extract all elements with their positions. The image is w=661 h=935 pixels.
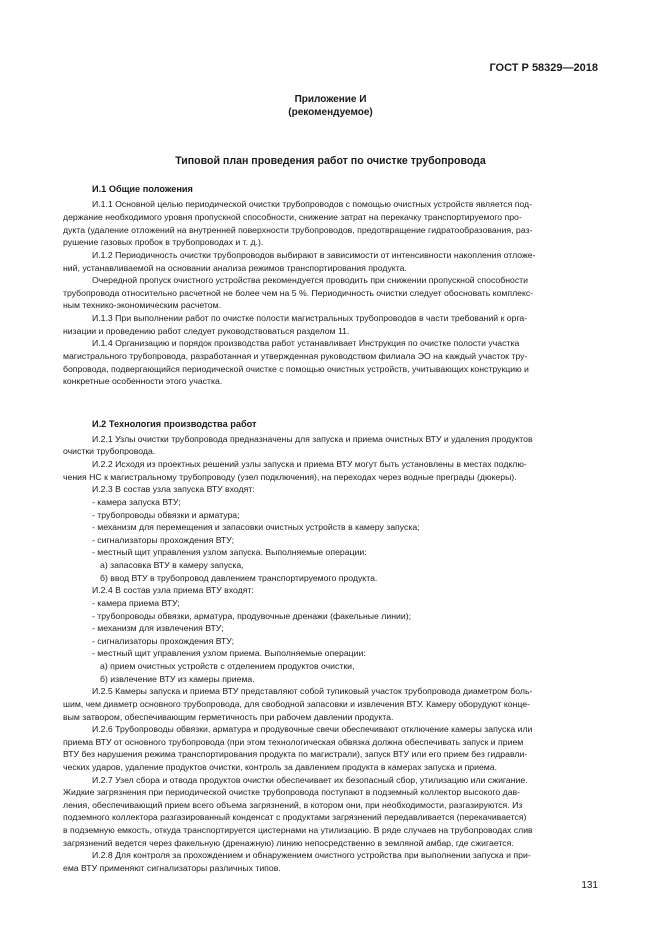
standard-code: ГОСТ Р 58329—2018 <box>489 62 598 74</box>
text-line: И.2.1 Узлы очистки трубопровода предназначены для запуска и приема очистных ВТУ и удаления продуктов <box>92 434 533 444</box>
page-number: 131 <box>581 880 598 891</box>
list-item: - сигнализаторы прохождения ВТУ; <box>92 535 235 545</box>
list-item: - механизм для перемещения и запасовки очистных устройств в камеру запуска; <box>92 522 420 532</box>
text-line: И.2.7 Узел сбора и отвода продуктов очистки обеспечивает их безопасный сбор, утилизацию или сжигание. <box>92 775 528 785</box>
list-subitem: а) прием очистных устройств с отделением продуктов очистки, <box>100 661 355 671</box>
text-line: И.2.3 В состав узла запуска ВТУ входят: <box>92 484 255 494</box>
text-line: вым затвором, обеспечивающим герметичность при рабочем давлении продукта. <box>63 712 394 722</box>
section-heading-1: И.1 Общие положения <box>92 184 193 194</box>
section-heading-2: И.2 Технология производства работ <box>92 419 257 429</box>
text-line: ема ВТУ применяют сигнализаторы различных типов. <box>63 863 281 873</box>
text-line: ным технико-экономическим расчетом. <box>63 300 222 310</box>
text-line: трубопровода относительно расчетной не более чем на 5 %. Периодичность очистки следует обосновать комплекс- <box>63 288 534 298</box>
text-line: И.2.8 Для контроля за прохождением и обнаружением очистного устройства при выполнении запуска и при- <box>92 850 531 860</box>
text-line: И.1.1 Основной целью периодической очистки трубопроводов с помощью очистных устройств является под- <box>92 199 533 209</box>
text-line: держание необходимого уровня пропускной способности, снижение затрат на перекачку транспортируемого про- <box>63 212 522 222</box>
text-line: бопровода, подвергающийся периодической очистке с помощью очистных устройств, учитывающих конструкцию и <box>63 364 529 374</box>
text-line: И.2.6 Трубопроводы обвязки, арматура и продувочные свечи обеспечивают отключение камеры запуска или <box>92 724 533 734</box>
text-line: ческих ударов, удаление продуктов очистки, контроль за давлением продукта в камерах запуска и приема. <box>63 762 498 772</box>
text-line: загрязнений ведется через факельную (дренажную) линию непосредственно в земляной амбар, где сжигается. <box>63 838 514 848</box>
list-item: - камера приема ВТУ; <box>92 598 180 608</box>
text-line: магистрального трубопровода, разработанная и утвержденная руководством филиала ЭО на каждый участок тру- <box>63 351 528 361</box>
text-line: И.2.5 Камеры запуска и приема ВТУ представляют собой тупиковый участок трубопровода диаметром боль- <box>92 686 533 696</box>
appendix-subtitle: (рекомендуемое) <box>288 107 373 118</box>
list-item: - трубопроводы обвязки, арматура, продувочные дренажи (факельные линии); <box>92 611 412 621</box>
text-line: низации и проведению работ следует руководствоваться разделом 11. <box>63 326 350 336</box>
text-line: И.1.4 Организацию и порядок производства работ устанавливает Инструкция по очистке полости участка <box>92 338 520 348</box>
text-line: приема ВТУ от основного трубопровода (при этом технологическая обвязка должна обеспечивать запуск и прием <box>63 737 524 747</box>
document-title: Типовой план проведения работ по очистке трубопровода <box>175 155 486 167</box>
appendix-title: Приложение И <box>294 94 367 105</box>
text-line: шим, чем диаметр основного трубопровода, для свободной запасовки и извлечения ВТУ. Камеру оборудуют конце- <box>63 699 531 709</box>
list-subitem: а) запасовка ВТУ в камеру запуска, <box>100 560 244 570</box>
text-line: Очередной пропуск очистного устройства рекомендуется проводить при снижении пропускной способности <box>92 275 529 285</box>
list-item: - местный щит управления узлом приема. Выполняемые операции: <box>92 648 366 658</box>
text-line: очистки трубопровода. <box>63 446 156 456</box>
list-subitem: б) извлечение ВТУ из камеры приема. <box>100 674 255 684</box>
text-line: ления, обеспечивающий прием всего объема загрязнений, в котором они, при необходимости, разгазируются. Из <box>63 800 523 810</box>
list-item: - местный щит управления узлом запуска. Выполняемые операции: <box>92 547 367 557</box>
text-line: рушение газовых пробок в трубопроводах и т. д.). <box>63 237 264 247</box>
text-line: ВТУ без нарушения режима транспортирования продукта по магистрали), запуск ВТУ или его прием без гидравли- <box>63 749 528 759</box>
text-line: подземного коллектора разгазированный конденсат с продуктами загрязнений передавливается (перекачивается) <box>63 812 527 822</box>
list-item: - трубопроводы обвязки и арматура; <box>92 510 240 520</box>
text-line: ний, устанавливаемой на основании анализа режимов транспортирования продукта. <box>63 263 407 273</box>
text-line: Жидкие загрязнения при периодической очистке трубопровода поступают в подземный коллектор высокого дав- <box>63 787 521 797</box>
text-line: И.1.2 Периодичность очистки трубопроводов выбирают в зависимости от интенсивности накопления отложе- <box>92 250 536 260</box>
list-item: - сигнализаторы прохождения ВТУ; <box>92 636 235 646</box>
text-line: И.2.4 В состав узла приема ВТУ входят: <box>92 585 254 595</box>
text-line: дукта (удаление отложений на внутренней поверхности трубопроводов, предотвращение гидратообразования, раз- <box>63 225 533 235</box>
text-line: конкретные особенности этого участка. <box>63 376 223 386</box>
text-line: в подземную емкость, откуда транспортируется цистернами на утилизацию. В ряде случаев на трубопроводах слив <box>63 825 533 835</box>
text-line: И.2.2 Исходя из проектных решений узлы запуска и приема ВТУ могут быть установлены в местах подклю- <box>92 459 527 469</box>
text-line: И.1.3 При выполнении работ по очистке полости магистральных трубопроводов в части требований к орга- <box>92 313 528 323</box>
list-item: - камера запуска ВТУ; <box>92 497 181 507</box>
text-line: чения НС к магистральному трубопроводу (узел подключения), на переходах через водные преграды (дюкеры). <box>63 472 517 482</box>
list-item: - механизм для извлечения ВТУ; <box>92 623 224 633</box>
list-subitem: б) ввод ВТУ в трубопровод давлением транспортируемого продукта. <box>100 573 378 583</box>
